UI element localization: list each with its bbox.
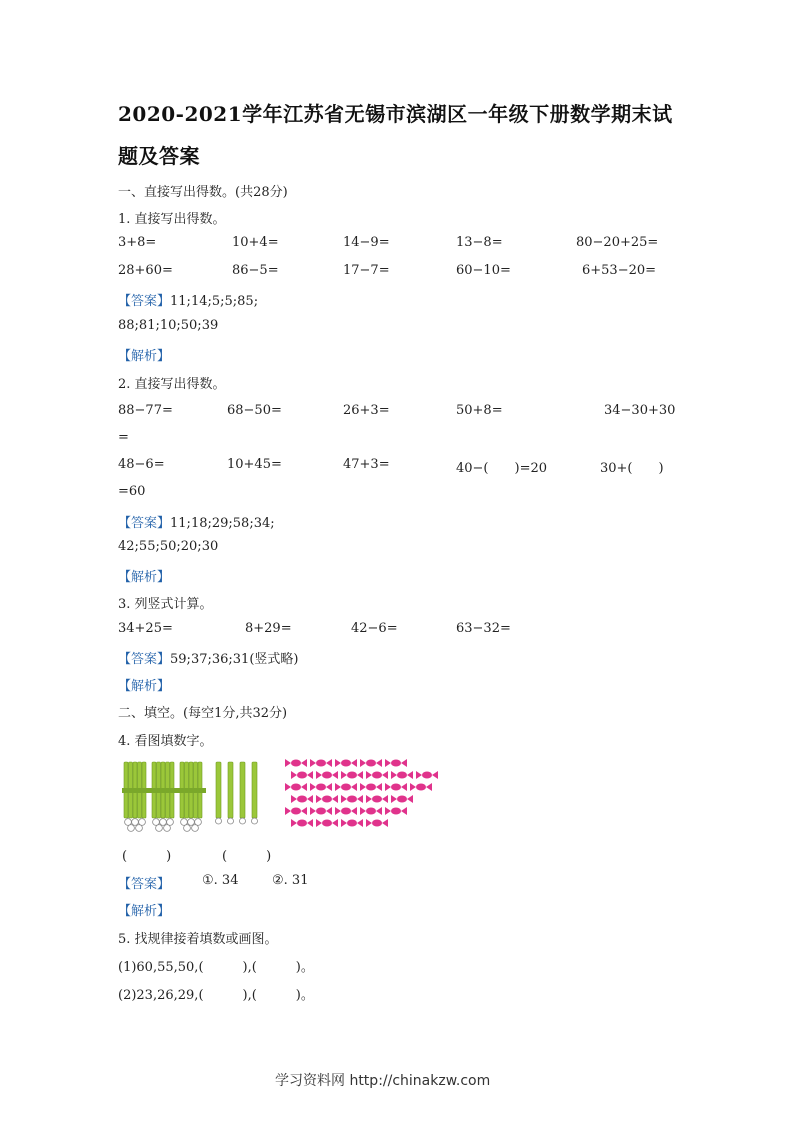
q4-answer-a: ①. 34 [202,873,239,888]
candy [391,795,413,803]
candy-body [422,772,432,779]
question-2-title: 2. 直接写出得数。 [118,377,226,392]
candy-wrapper-left [341,771,347,779]
q4-analysis-tag: 【解析】 [118,904,171,919]
q1-expr: 80−20+25= [576,235,659,250]
candy-body [341,760,351,767]
candy [360,759,382,767]
candy-wrapper-left [391,795,397,803]
stick-end [156,825,163,832]
candy-wrapper-right [376,759,382,767]
page-title-line2: 题及答案 [118,144,200,168]
page-title-line1: 2020-2021学年江苏省无锡市滨湖区一年级下册数学期末试 [118,102,673,126]
candy [391,771,413,779]
stick-end [188,819,195,826]
candy-wrapper-right [301,783,307,791]
candy [310,807,332,815]
q4-answer-b: ②. 31 [272,873,309,888]
q1-expr: 10+4= [232,235,279,250]
candy-body [316,784,326,791]
bundle-band [122,788,150,793]
q2-answer-line2: 42;55;50;20;30 [118,539,219,554]
candy [291,771,313,779]
candy-wrapper-right [326,807,332,815]
candy-wrapper-left [391,771,397,779]
candy-wrapper-left [310,759,316,767]
candy-wrapper-right [376,783,382,791]
candy-wrapper-right [307,819,313,827]
candy-wrapper-right [357,795,363,803]
q2-expr: 26+3= [343,403,390,418]
q1-answer-line2: 88;81;10;50;39 [118,318,219,333]
candy-wrapper-left [341,795,347,803]
candy-wrapper-right [432,771,438,779]
loose-stick [216,762,221,818]
q2-expr-wrap: = [118,430,129,445]
candy-wrapper-right [401,783,407,791]
candy-body [316,760,326,767]
footer-watermark: 学习资料网 http://chinakzw.com [275,1073,491,1089]
q2-expr: 47+3= [343,457,390,472]
answer-text: 11;18;29;58;34; [170,516,275,531]
section-heading-1: 一、直接写出得数。(共28分) [118,185,288,200]
q3-expr: 34+25= [118,621,173,636]
q5-line-2: (2)23,26,29,( ),( )。 [118,988,314,1003]
candy-wrapper-right [307,795,313,803]
q3-expr: 8+29= [245,621,292,636]
candy-wrapper-left [416,771,422,779]
candy-body [372,820,382,827]
question-3-title: 3. 列竖式计算。 [118,597,213,612]
candy-body [347,796,357,803]
stick-end [216,818,222,824]
stick-end [192,825,199,832]
q4-blank-2: ( ) [222,849,272,864]
candy-wrapper-left [316,819,322,827]
stick-end [228,818,234,824]
candy-body [291,760,301,767]
stick-end [160,819,167,826]
candy-body [416,784,426,791]
stick-bundle [122,762,150,831]
q1-expr: 28+60= [118,263,173,278]
q2-analysis-tag: 【解析】 [118,570,171,585]
candy [366,819,388,827]
stick-end [132,819,139,826]
candy-wrapper-left [310,807,316,815]
candy-wrapper-right [307,771,313,779]
candy-wrapper-right [301,807,307,815]
candy-body [322,772,332,779]
candy-body [391,760,401,767]
candy-wrapper-right [351,807,357,815]
candy-body [341,784,351,791]
candy-wrapper-right [332,771,338,779]
candy-body [366,784,376,791]
answer-tag: 【答案】 [118,877,171,892]
candy [360,783,382,791]
candy-wrapper-left [316,771,322,779]
candy-body [291,784,301,791]
candy-wrapper-left [291,795,297,803]
q2-expr: 10+45= [227,457,282,472]
q3-expr: 63−32= [456,621,511,636]
candy-wrapper-right [332,819,338,827]
candy-body [316,808,326,815]
candy-body [322,820,332,827]
candy-wrapper-right [332,795,338,803]
loose-stick [240,762,245,818]
candy-wrapper-right [401,807,407,815]
q1-expr: 14−9= [343,235,390,250]
candy-body [322,796,332,803]
candy-body [297,796,307,803]
q2-expr: 50+8= [456,403,503,418]
candy-wrapper-left [366,795,372,803]
candy-wrapper-left [310,783,316,791]
candy-body [347,772,357,779]
candy-body [397,772,407,779]
candy-body [347,820,357,827]
candy-wrapper-left [360,783,366,791]
stick-end [252,818,258,824]
question-1-title: 1. 直接写出得数。 [118,212,226,227]
candy [341,771,363,779]
candy-wrapper-left [385,759,391,767]
answer-tag: 【答案】 [118,652,171,667]
candies-picture [284,755,454,835]
q2-expr-wrap: =60 [118,484,146,499]
candy-body [297,820,307,827]
candy-body [341,808,351,815]
candy-wrapper-left [366,819,372,827]
candy-wrapper-right [357,819,363,827]
q2-expr: 88−77= [118,403,173,418]
candy-wrapper-right [407,795,413,803]
candy [335,807,357,815]
candy-wrapper-right [407,771,413,779]
loose-stick [228,762,233,818]
candy-wrapper-left [366,771,372,779]
candy-wrapper-left [285,783,291,791]
loose-stick [252,762,257,818]
q5-line-1: (1)60,55,50,( ),( )。 [118,960,314,975]
candy-body [391,808,401,815]
candy-wrapper-right [426,783,432,791]
stick-bundle [150,762,178,831]
q2-expr: 48−6= [118,457,165,472]
candy-wrapper-left [335,783,341,791]
candy [341,795,363,803]
q1-expr: 13−8= [456,235,503,250]
candy [416,771,438,779]
candy [310,759,332,767]
q2-expr: 34−30+30 [604,403,676,418]
candy [285,759,307,767]
candy-body [372,772,382,779]
candy-body [391,784,401,791]
candy [366,771,388,779]
candy-wrapper-right [357,771,363,779]
q1-expr: 86−5= [232,263,279,278]
candy-wrapper-left [385,807,391,815]
q3-answer [118,648,298,667]
candy-body [397,796,407,803]
candy-wrapper-right [382,771,388,779]
bundle-band [178,788,206,793]
candy-wrapper-left [285,759,291,767]
candy [316,819,338,827]
candy-body [372,796,382,803]
candy-wrapper-right [326,783,332,791]
candy [341,819,363,827]
candy [316,795,338,803]
answer-text: 59;37;36;31(竖式略) [170,652,299,667]
candy [335,759,357,767]
q1-expr: 6+53−20= [582,263,657,278]
q2-expr: 40−( )=20 [456,461,548,476]
q4-blank-1: ( ) [122,849,172,864]
stick-end [164,825,171,832]
candy-body [366,808,376,815]
question-5-title: 5. 找规律接着填数或画图。 [118,932,278,947]
candy-wrapper-right [382,819,388,827]
q1-answer [118,290,258,309]
section-heading-2: 二、填空。(每空1分,共32分) [118,706,288,721]
candy-wrapper-left [285,807,291,815]
q3-expr: 42−6= [351,621,398,636]
q2-expr: 30+( ) [600,461,664,476]
answer-tag: 【答案】 [118,516,171,531]
candy-wrapper-right [376,807,382,815]
q3-analysis-tag: 【解析】 [118,679,171,694]
stick-end [184,825,191,832]
candy-body [291,808,301,815]
candy [385,807,407,815]
candy [291,795,313,803]
candy [335,783,357,791]
candy [291,819,313,827]
sticks-picture [122,758,272,838]
candy-wrapper-left [360,807,366,815]
candy [385,783,407,791]
candy-wrapper-left [335,759,341,767]
candy-wrapper-left [291,819,297,827]
candy-wrapper-right [326,759,332,767]
candy-wrapper-left [316,795,322,803]
candy-wrapper-left [291,771,297,779]
candy [316,771,338,779]
candy-wrapper-left [360,759,366,767]
q1-analysis-tag: 【解析】 [118,349,171,364]
stick-bundle [178,762,206,831]
q1-expr: 17−7= [343,263,390,278]
candy-wrapper-left [335,807,341,815]
candy [366,795,388,803]
candy-wrapper-left [385,783,391,791]
stick-end [136,825,143,832]
candy [410,783,432,791]
bundle-band [150,788,178,793]
candy-wrapper-right [351,783,357,791]
q1-expr: 3+8= [118,235,157,250]
candy-wrapper-left [341,819,347,827]
candy-wrapper-left [410,783,416,791]
candy-wrapper-right [382,795,388,803]
candy [360,807,382,815]
q2-answer [118,512,275,531]
answer-tag: 【答案】 [118,294,171,309]
answer-text: 11;14;5;5;85; [170,294,259,309]
candy-wrapper-right [351,759,357,767]
candy-body [366,760,376,767]
candy [285,807,307,815]
question-4-title: 4. 看图填数字。 [118,734,213,749]
candy-body [297,772,307,779]
stick-end [128,825,135,832]
q1-expr: 60−10= [456,263,511,278]
candy-wrapper-right [301,759,307,767]
candy-wrapper-right [401,759,407,767]
q2-expr: 68−50= [227,403,282,418]
candy [310,783,332,791]
stick-end [240,818,246,824]
candy [385,759,407,767]
candy [285,783,307,791]
